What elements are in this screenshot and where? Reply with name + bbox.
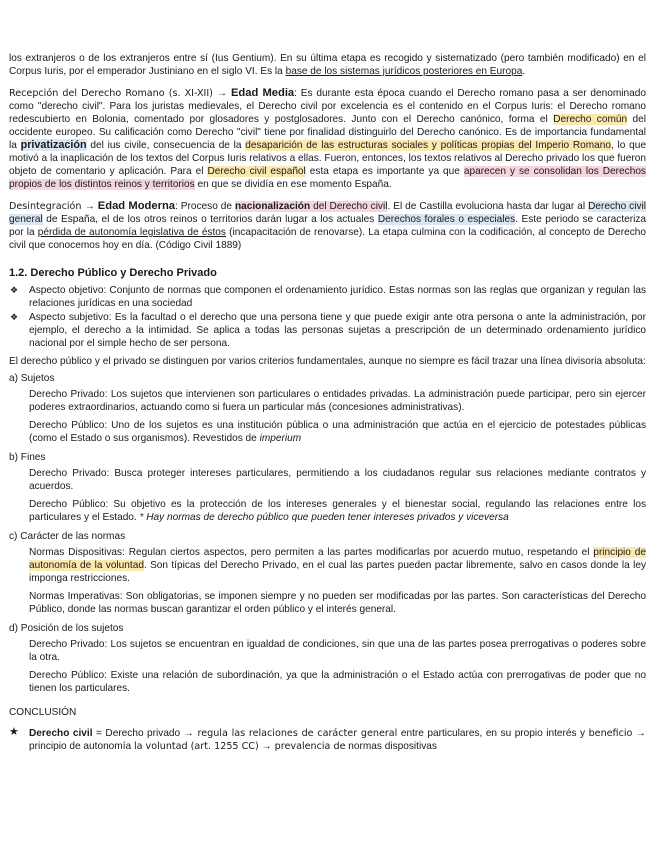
text: regula las relaciones de carácter general	[193, 728, 398, 739]
diamond-bullet-icon: ❖	[10, 312, 19, 322]
subsection-title: a) Sujetos	[9, 373, 55, 384]
text: : Es durante esta época cuando el Derecho romano pasa a ser denominado como "derecho civil". Para los juristas medievales, el Derecho civil por excelencia es el contenido en el Corpus Iuris: el Derecho romano redescubierto en Bolonia, comentado por glosadores y postglosadores. Junto con el Derecho canónico, forma el	[9, 88, 646, 125]
recepcion-lead: Recepción del Derecho Romano (s. XI-XII)	[9, 88, 218, 99]
text: Derecho Público: Uno de los sujetos es una institución pública o una administración que actúa en el ejercicio de potestades públicas (como el Estado o sus organismos). Revestidos de	[29, 420, 646, 444]
highlight-pink: nacionalización	[234, 201, 311, 212]
bold-text: Derecho civil	[29, 728, 93, 739]
text: principio de autonomía	[29, 741, 134, 752]
subsection-body	[9, 638, 646, 695]
text: beneficio	[588, 728, 633, 739]
paragraph: Derecho Privado: Los sujetos que intervienen son particulares o entidades privadas. La administración puede participar, pero sin ejercer poderes extraordinarios, actuando como si fuera un particular más (concesiones administrativas).	[29, 389, 646, 413]
arrow-icon: →	[183, 728, 194, 739]
arrow-icon: →	[84, 201, 95, 212]
text: los extranjeros o de los extranjeros entre sí (Ius Gentium). En su última etapa es recogido y sistematizado (pero también modificado) en el Corpus Iuris, por el emperador Justiniano en el siglo VI. Es la	[9, 53, 646, 77]
text: . Son típicas del Derecho Privado, en el cual las partes pueden pactar libremente, salvo en casos donde la ley imponga restricciones.	[29, 560, 646, 584]
criteria-paragraph: El derecho público y el privado se distinguen por varios criterios fundamentales, aunque no siempre es fácil trazar una línea divisoria absoluta:	[9, 356, 646, 367]
recepcion-paragraph	[9, 87, 646, 191]
text: entre particulares, en su propio interés y	[397, 728, 589, 739]
era-title: Edad Media	[230, 87, 295, 99]
highlight-yellow: desaparición de las estructuras sociales y políticas propias del Imperio Romano	[245, 140, 611, 151]
italic-text: * Hay normas de derecho público que pueden tener intereses privados y viceversa	[139, 512, 509, 523]
arrow-icon: →	[632, 728, 646, 739]
arrow-icon: →	[217, 88, 228, 99]
text: . El de Castilla evoluciona hasta dar lugar al	[387, 201, 589, 212]
paragraph: Derecho Privado: Busca proteger intereses particulares, permitiendo a los ciudadanos regular sus relaciones mediante contratos y acuerdos.	[29, 468, 646, 492]
subsection-title: b) Fines	[9, 452, 46, 463]
underlined-text: base de los sistemas jurídicos posteriores en Europa	[285, 66, 523, 77]
highlight-blue: Derecho civil general	[9, 201, 646, 225]
highlight-pink: del Derecho civil	[310, 201, 388, 212]
text: normas dispositivas	[345, 741, 437, 752]
text: = Derecho privado	[92, 728, 184, 739]
paragraph	[29, 546, 646, 585]
aspect-list	[9, 284, 646, 350]
era-title: Edad Moderna	[97, 200, 176, 212]
highlight-blue: privatización	[20, 139, 87, 151]
italic-text: imperium	[259, 433, 302, 444]
text: Normas Dispositivas: Regulan ciertos aspectos, pero permiten a las partes modificarlas por acuerdo mutuo, respetando el	[29, 547, 594, 558]
subsection-title: d) Posición de los sujetos	[9, 623, 124, 634]
text: la voluntad (art. 1255 CC)	[133, 741, 259, 752]
list-item	[9, 284, 646, 310]
text: .	[522, 66, 526, 77]
text: del occidente europeo. Su calificación como Derecho "civil" tiene por finalidad distinguirlo del Derecho canónico. Es de importancia fundamental la	[9, 114, 646, 151]
bullet-text: Aspecto objetivo: Conjunto de normas que componen el ordenamiento jurídico. Estas normas son las reglas que organizan y regulan las relaciones jurídicas en una sociedad	[29, 285, 646, 309]
text: Derecho Público: Su objetivo es la protección de los intereses generales y el bienestar social, regulando las relaciones entre los particulares y el Estado.	[29, 499, 646, 523]
paragraph	[29, 419, 646, 445]
text: (incapacitación de renovarse). La etapa culmina con la codificación, al concepto de Derecho civil que conocemos hoy en día. (Código Civil 1889)	[9, 227, 646, 251]
text: , lo que motivó a la inaplicación de los textos del Corpus Iuris relativos a ellas. Fueron, entonces, los textos relativos al Derecho privado los que fueron objeto de comentario y aplicación. Para el	[9, 140, 646, 177]
text: de España, el de los otros reinos o territorios darán lugar a los actuales	[42, 214, 378, 225]
text: : Proceso de	[175, 201, 235, 212]
underlined-text: pérdida de autonomía legislativa de éstos	[37, 227, 226, 238]
subsection-body	[9, 546, 646, 616]
diamond-bullet-icon: ❖	[10, 285, 19, 295]
text: del ius civile, consecuencia de la	[86, 140, 246, 151]
text: esta etapa es importante ya que	[305, 166, 464, 177]
highlight-yellow: principio de autonomía de la voluntad	[29, 547, 646, 571]
list-item	[9, 311, 646, 350]
section-title: 1.2. Derecho Público y Derecho Privado	[9, 267, 217, 279]
arrow-icon: →	[258, 741, 272, 752]
paragraph	[29, 498, 646, 524]
subsection-title: c) Carácter de las normas	[9, 531, 126, 542]
text: . Este periodo se caracteriza por la	[9, 214, 647, 238]
paragraph: Derecho Privado: Los sujetos se encuentran en igualdad de condiciones, sin que una de las partes posea prerrogativas o poderes sobre la otra.	[29, 639, 646, 663]
conclusion-item	[9, 727, 646, 753]
subsection-body	[9, 388, 646, 445]
highlight-blue: Derechos forales o especiales	[377, 214, 516, 225]
text: en que se dividía en ese momento España.	[194, 179, 392, 190]
desintegracion-paragraph	[9, 200, 646, 252]
text: prevalencia de	[271, 741, 346, 752]
bullet-text: Aspecto subjetivo: Es la facultad o el derecho que una persona tiene y que puede exigir ante otra persona o ante la administración, por ejemplo, el derecho a la intimidad. Se aplica a todas las personas sujetas a prescripción de un determinado ordenamiento jurídico nacional por el simple hecho de ser persona.	[29, 312, 646, 349]
highlight-yellow: Derecho común	[553, 114, 628, 125]
paragraph: Derecho Público: Existe una relación de subordinación, ya que la administración o el Estado actúa con prerrogativas de poder que no tienen los particulares.	[29, 670, 646, 694]
conclusion-title: CONCLUSIÓN	[9, 707, 77, 718]
highlight-pink: aparecen y se consolidan los Derechos propios de los distintos reinos y territorios	[9, 166, 646, 190]
highlight-yellow: Derecho civil español	[207, 166, 306, 177]
intro-paragraph	[9, 52, 646, 78]
desintegracion-lead: Desintegración	[9, 201, 85, 212]
paragraph: Normas Imperativas: Son obligatorias, se imponen siempre y no pueden ser modificadas por las partes. Son características del Derecho Público, donde las normas buscan garantizar el orden público y el interés general.	[29, 591, 646, 615]
star-bullet-icon: ★	[9, 726, 19, 738]
subsection-body	[9, 467, 646, 524]
